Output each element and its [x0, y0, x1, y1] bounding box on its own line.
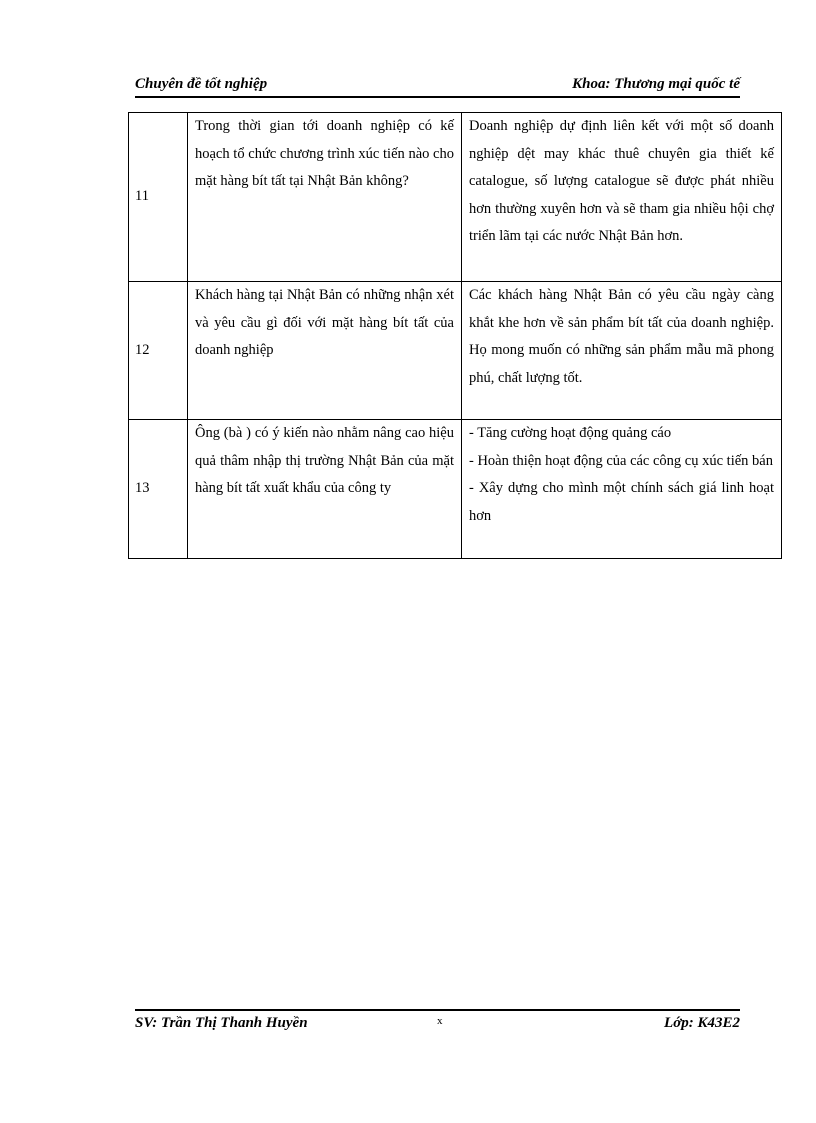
survey-table [128, 112, 782, 559]
question-cell [188, 282, 462, 420]
question-cell [188, 420, 462, 559]
answer-text: Các khách hàng Nhật Bản có yêu cầu ngày càng khắt khe hơn về sản phẩm bít tất của doanh nghiệp. Họ mong muốn có những sản phẩm mẫu mã phong phú, chất lượng tốt. [469, 287, 774, 386]
header-thesis-title: Chuyên đề tốt nghiệp [135, 76, 268, 92]
answer-text: Doanh nghiệp dự định liên kết với một số doanh nghiệp dệt may khác thuê chuyên gia thiết kế catalogue, số lượng catalogue sẽ được phát nhiều hơn thường xuyên hơn và sẽ tham gia nhiều hội chợ triển lãm tại các nước Nhật Bản hơn. [469, 118, 774, 244]
table-row [129, 113, 782, 282]
answer-bullet: - Hoàn thiện hoạt động của các công cụ xúc tiến bán [469, 452, 773, 469]
table-row [129, 420, 782, 559]
answer-bullet: - Tăng cường hoạt động quảng cáo [469, 425, 672, 441]
question-text: Ông (bà ) có ý kiến nào nhằm nâng cao hiệu quả thâm nhập thị trường Nhật Bản của mặt hàng bít tất xuất khẩu của công ty [195, 425, 454, 496]
row-number: 13 [129, 420, 188, 559]
row-number: 12 [129, 282, 188, 420]
header-faculty: Khoa: Thương mại quốc tế [572, 76, 740, 92]
footer-class: Lớp: K43E2 [664, 1015, 740, 1031]
answer-cell [462, 420, 782, 559]
page-number: x [437, 1015, 443, 1027]
table-row [129, 282, 782, 420]
answer-cell [462, 113, 782, 282]
answer-bullet: - Xây dựng cho mình một chính sách giá linh hoạt hơn [469, 480, 774, 524]
row-number: 11 [129, 113, 188, 282]
footer-student-name: SV: Trần Thị Thanh Huyền [135, 1015, 308, 1031]
question-text: Khách hàng tại Nhật Bản có những nhận xét và yêu cầu gì đối với mặt hàng bít tất của doanh nghiệp [195, 287, 454, 358]
page-header [135, 74, 740, 98]
question-text: Trong thời gian tới doanh nghiệp có kế hoạch tổ chức chương trình xúc tiến nào cho mặt hàng bít tất tại Nhật Bản không? [195, 118, 454, 189]
answer-cell [462, 282, 782, 420]
page-footer [135, 1009, 740, 1035]
question-cell [188, 113, 462, 282]
